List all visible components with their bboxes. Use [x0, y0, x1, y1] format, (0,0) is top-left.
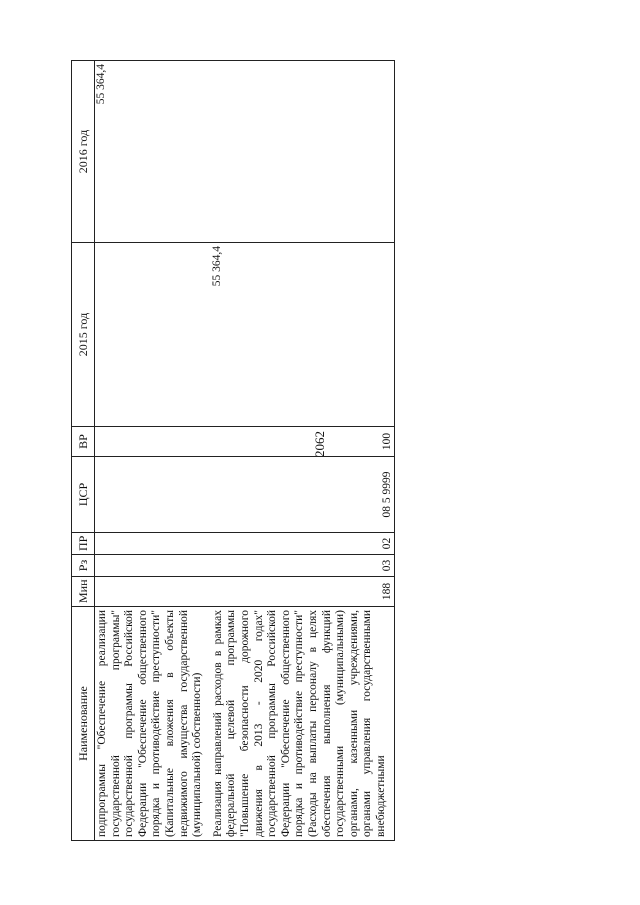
budget-table [71, 60, 395, 841]
page-number: 2062 [312, 431, 327, 457]
row-2-vr: 100 [211, 427, 395, 457]
header-rz: Рз [72, 555, 95, 577]
row-1-rz [95, 555, 211, 577]
header-2016: 2016 год [72, 61, 95, 243]
header-2015: 2015 год [72, 243, 95, 427]
row-2-name: Реализация направлений расходов в рамках федеральной целевой программы "Повышение безопасности дорожного движения в 2013 - 2020 годах" государственной программы Российской Федерации "Обеспечение общественного порядка и противодействие преступности" (Расходы на выплаты персоналу в целях обеспечения выполнения функций государственными (муниципальными) органами, казенными учреждениями, органами управления государственными внебюджетными [211, 607, 395, 841]
row-1-name: подпрограммы "Обеспечение реализации государственной программы" государственной программы Российской Федерации "Обеспечение общественного порядка и противодействие преступности" (Капитальные вложения в объекты недвижимого имущества государственной (муниципальной) собственности) [95, 607, 211, 841]
table-row [211, 61, 395, 841]
rotated-table-sheet [71, 61, 596, 841]
row-1-vr [95, 427, 211, 457]
table-header-row [72, 61, 95, 841]
header-pr: ПР [72, 533, 95, 555]
row-1-pr [95, 533, 211, 555]
row-2-pr: 02 [211, 533, 395, 555]
row-1-2015 [95, 243, 211, 427]
row-2-2015: 55 364,4 [211, 243, 395, 427]
row-2-csr: 08 5 9999 [211, 457, 395, 533]
row-1-2016: 55 364,4 [95, 61, 211, 243]
row-1-csr [95, 457, 211, 533]
header-name: Наименование [72, 607, 95, 841]
header-min: Мин [72, 577, 95, 607]
header-vr: ВР [72, 427, 95, 457]
row-2-2016 [211, 61, 395, 243]
row-2-min: 188 [211, 577, 395, 607]
row-1-min [95, 577, 211, 607]
header-csr: ЦСР [72, 457, 95, 533]
row-2-rz: 03 [211, 555, 395, 577]
table-row [95, 61, 211, 841]
